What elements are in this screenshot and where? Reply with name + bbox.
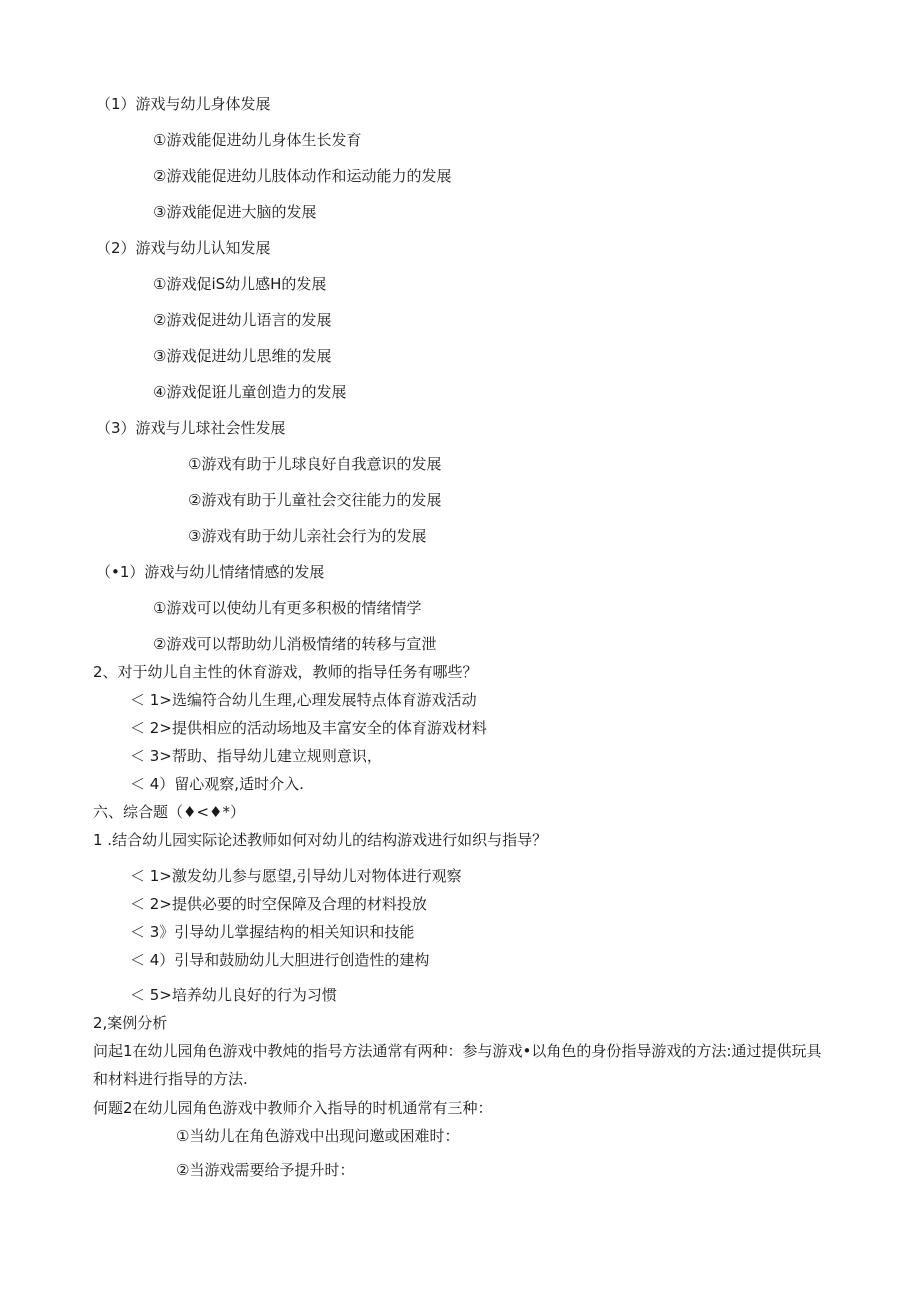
list-item: ②游戏有助于儿童社会交往能力的发展 bbox=[188, 491, 442, 509]
list-item: ③游戏有助于幼儿亲社会行为的发展 bbox=[188, 527, 427, 545]
heading-physical-development: （1）游戏与幼儿身体发展 bbox=[96, 95, 271, 113]
list-item: ③游戏能促进大脑的发展 bbox=[153, 203, 317, 221]
list-item: ③游戏促进幼儿思维的发展 bbox=[153, 347, 332, 365]
list-item: ①游戏能促进幼儿身体生长发育 bbox=[153, 131, 362, 149]
heading-cognitive-development: （2）游戏与幼儿认知发展 bbox=[96, 239, 271, 257]
list-item: ＜ 2>提供必要的时空保障及合理的材料投放 bbox=[130, 895, 427, 913]
list-item: ①当幼儿在角色游戏中出现问邀或困难时： bbox=[176, 1127, 460, 1145]
heading-social-development: （3）游戏与儿球社会性发展 bbox=[96, 419, 286, 437]
list-item: ①游戏有助于儿球良好自我意识的发展 bbox=[188, 455, 442, 473]
list-item: ②游戏可以帮助幼儿消极情绪的转移与宣泄 bbox=[153, 635, 437, 653]
question-heading: 何题2在幼儿园角色游戏中教师介入指导的时机通常有三种： bbox=[93, 1099, 493, 1117]
list-item: ②游戏促进幼儿语言的发展 bbox=[153, 311, 332, 329]
list-item: ④游戏促诳儿童创造力的发展 bbox=[153, 383, 347, 401]
list-item: ＜ 5>培养幼儿良好的行为习惯 bbox=[130, 986, 337, 1004]
case-paragraph: 问起1在幼儿园角色游戏中教炖的指号方法通常有两种：参与游戏•以角色的身份指导游戏的方法:通过提供玩具和材料进行指导的方法. bbox=[93, 1042, 822, 1088]
list-item: ＜ 4）引导和鼓励幼儿大胆进行创造性的建构 bbox=[130, 951, 430, 969]
heading-emotional-development: （•1）游戏与幼儿情绪情感的发展 bbox=[96, 563, 325, 581]
list-item: ②游戏能促进幼儿肢体动作和运动能力的发展 bbox=[153, 167, 452, 185]
list-item: ＜ 1>激发幼儿参与愿望,引导幼儿对物体进行观察 bbox=[130, 867, 462, 885]
list-item: ①游戏促iS幼儿感H的发展 bbox=[153, 275, 327, 293]
list-item: ＜ 3》引导幼儿掌握结构的相关知识和技能 bbox=[130, 923, 415, 941]
list-item: ＜ 3>帮助、指导幼儿建立规则意识， bbox=[130, 747, 382, 765]
section-heading: 六、综合题（♦<♦*） bbox=[93, 803, 245, 821]
list-item: ＜ 1>选编符合幼儿生理,心理发展特点体育游戏活动 bbox=[130, 691, 477, 709]
question-heading: 2、对于幼儿自主性的休育游戏，教师的指导任务有哪些？ bbox=[93, 663, 478, 681]
question-heading: 1 .结合幼儿园实际论述教师如何对幼儿的结构游戏进行如织与指导？ bbox=[93, 831, 548, 849]
list-item: ①游戏可以使幼儿有更多积极的情绪情学 bbox=[153, 599, 422, 617]
list-item: ＜ 2>提供相应的活动场地及丰富安全的体育游戏材料 bbox=[130, 719, 487, 737]
list-item: ②当游戏需要给予提升时： bbox=[176, 1161, 355, 1179]
list-item: ＜ 4）留心观察,适时介入. bbox=[130, 775, 304, 793]
case-heading: 2,案例分析 bbox=[93, 1014, 168, 1032]
